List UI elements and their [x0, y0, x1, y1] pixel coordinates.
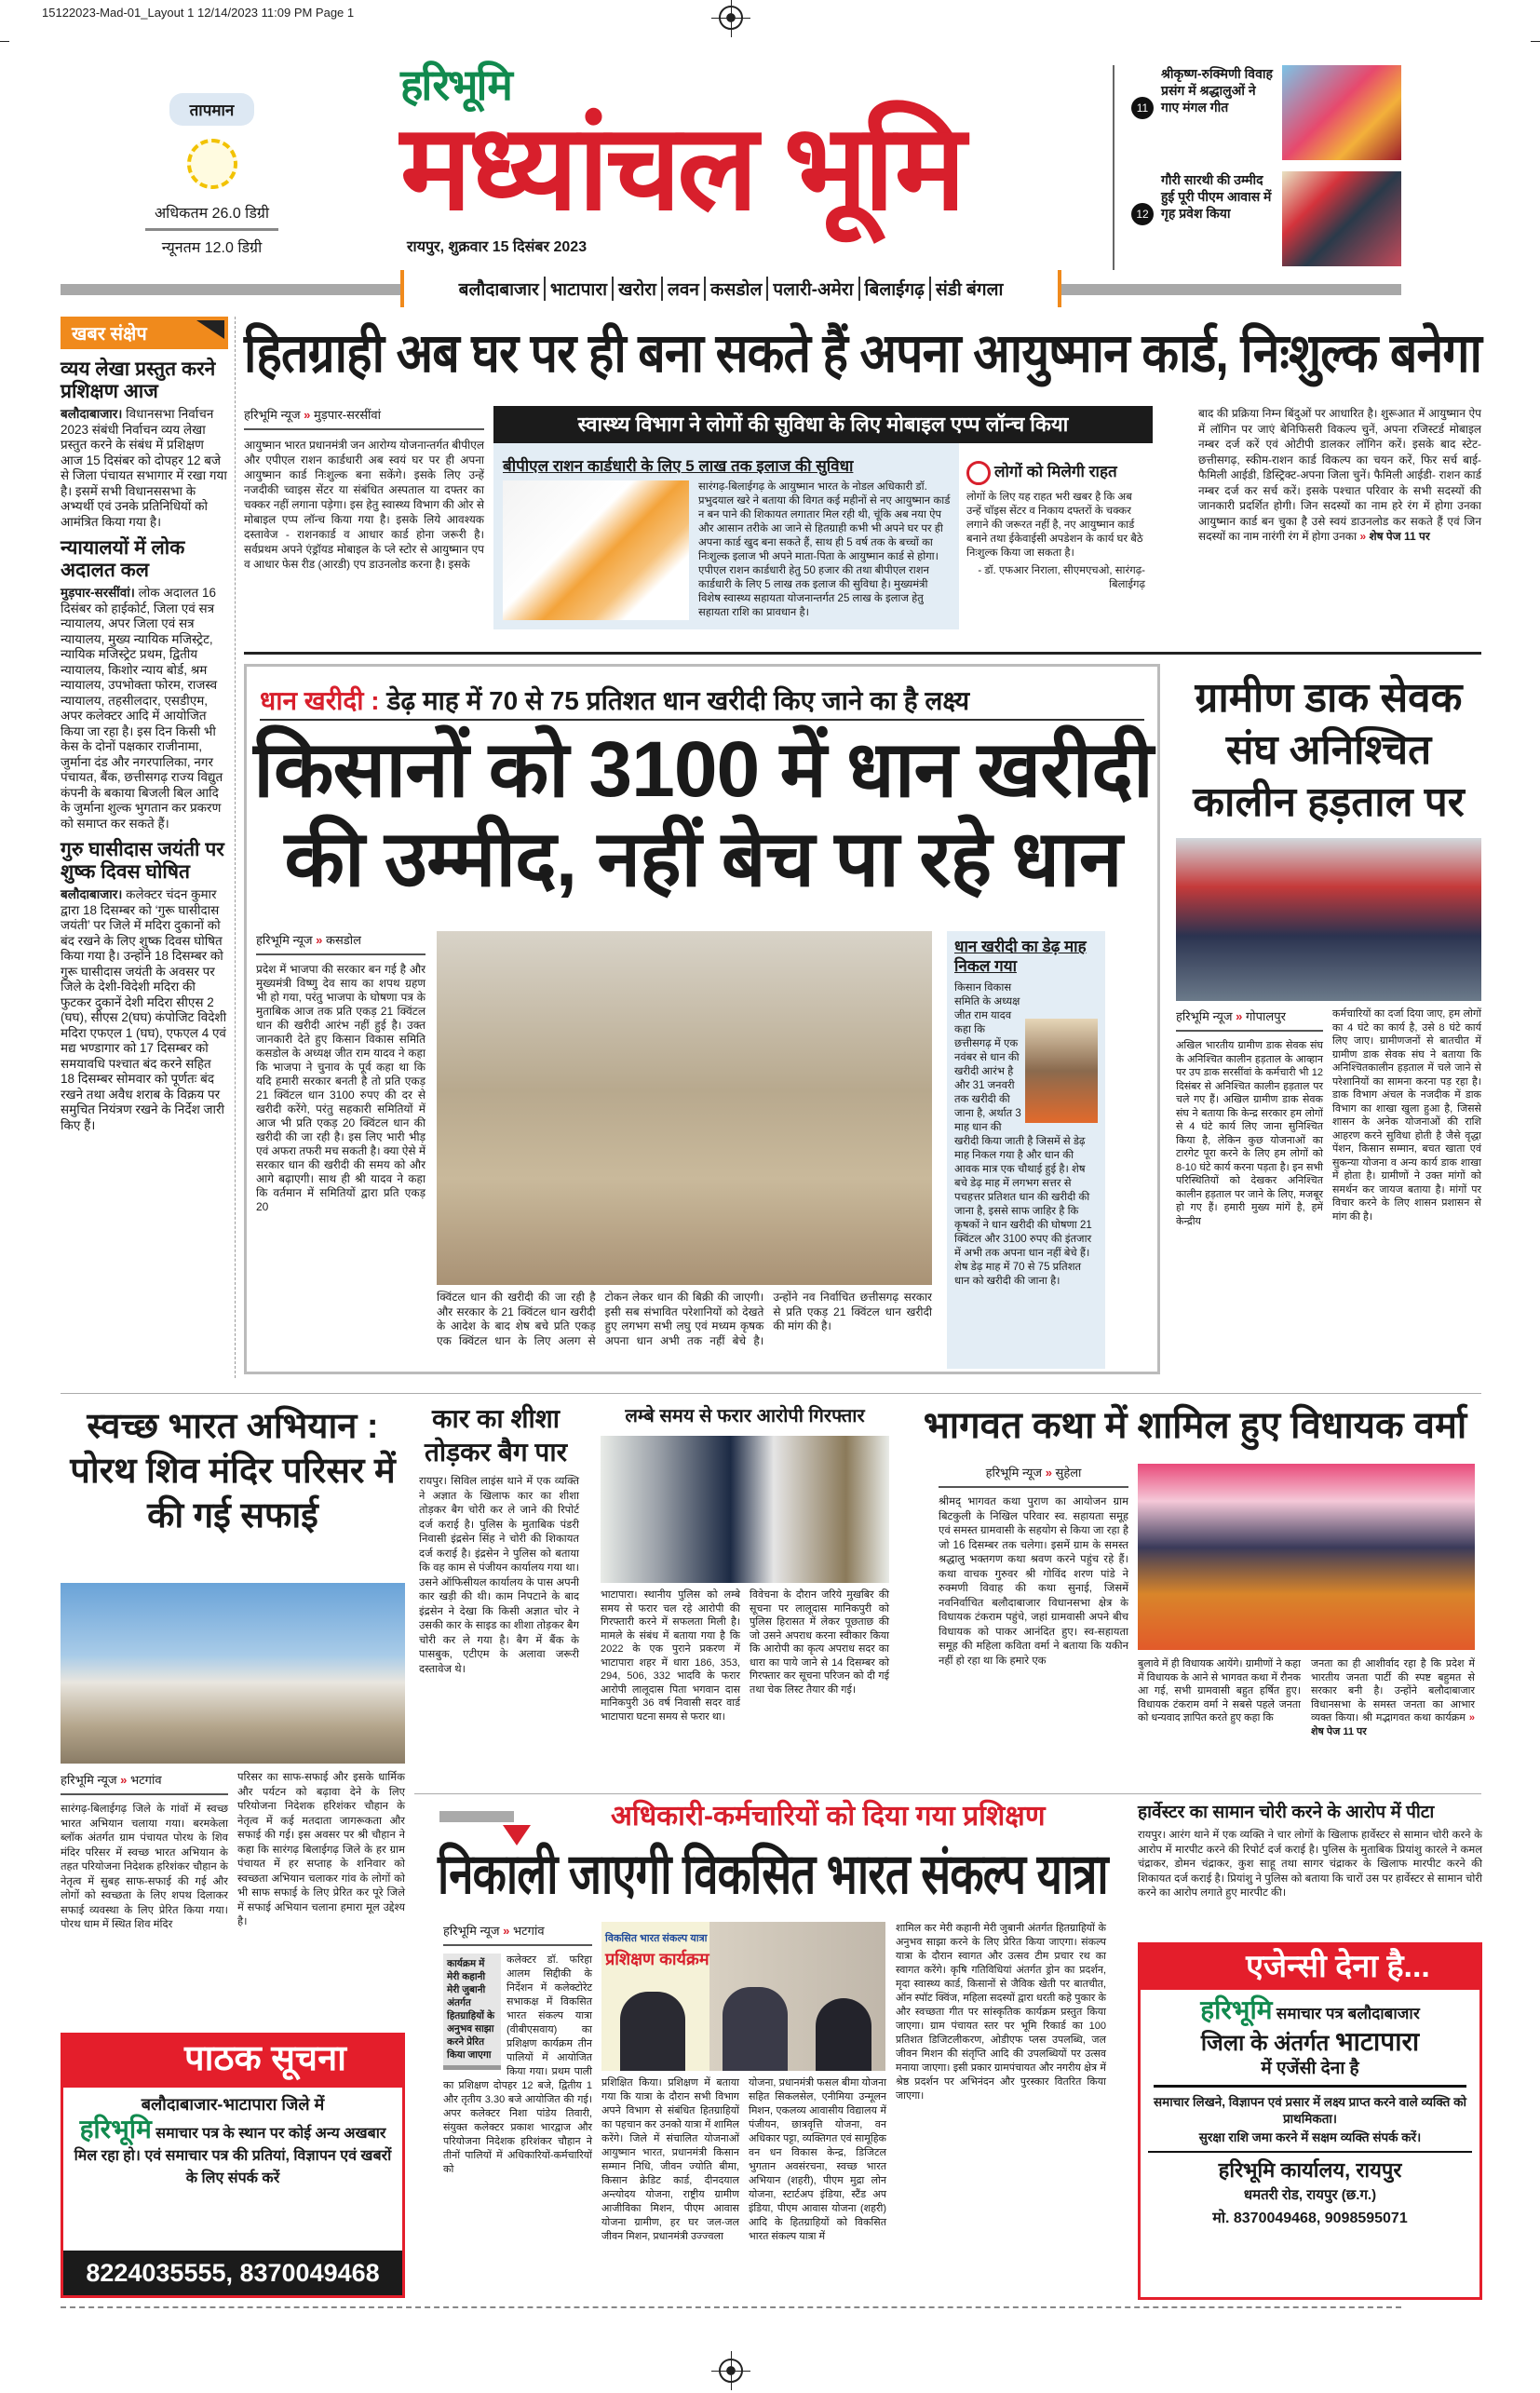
city: भाटापारा	[546, 277, 614, 301]
teaser-photo	[1282, 171, 1401, 266]
brief-headline: न्यायालयों में लोक अदालत कल	[61, 537, 185, 581]
quote-credit: - डॉ. एफआर निराला, सीएमएचओ, सारंगढ़-बिलाईगढ़	[978, 564, 1145, 590]
dateline-place: मुड़पार-सरसींवां।	[61, 586, 135, 600]
section-rule	[414, 1793, 1481, 1794]
ad-title: पाठक सूचना	[63, 2035, 402, 2088]
ad-title: एजेन्सी देना है...	[1141, 1945, 1479, 1990]
city: खरोरा	[614, 277, 663, 301]
temple-cleanup-photo	[61, 1583, 405, 1764]
article-text: बुलावे में ही विधायक आयेंगे। ग्रामीणों ने कहा में विधायक के आने से भागवत कथा में रौनक आ गई, सभी ग्रामवासी बहुत हर्षित हुए। विधायक टंकराम वर्मा ने सबसे पहले जनता को धन्यवाद ज्ञापित करते हुए कहा कि	[1138, 1658, 1301, 1724]
ad-text: में एजेंसी देना है	[1261, 2059, 1359, 2079]
weather-label: तापमान	[169, 93, 255, 126]
article-text: क्विंटल धान की खरीदी की जा रही है और सरकार के 21 क्विंटल धान खरीदी के आदेश के बाद शेष बचे प्रति एकड़ एक क्विंटल धान के लिए अलग से टोकन लेकर धान की बिक्री की जाएगी। इसी सब संभावित परेशानियों को देखते हुए लगभग सभी लघु एवं मध्यम कृषक अपना धान अभी तक नहीं बेचे है। उन्होंने नव निर्वाचित छत्तीसगढ़ सरकार से प्रति एकड़ 21 क्विंटल धान खरीदी की मांग की है।	[437, 1291, 932, 1347]
page-bottom-rule	[61, 2306, 1401, 2308]
article-text: प्रदेश में भाजपा की सरकार बन गई है और मुख्यमंत्री विष्णु देव साय का शपथ ग्रहण भी हो गया, परंतु भाजपा के घोषणा पत्र के मुताबिक आज तक प्रति एकड़ 21 क्विंटल धान की खरीदी आरंभ नहीं हुई है। उक्त जानकारी देते हुए किसान विकास समिति कसडोल के अध्यक्ष जीत राम यादव ने कहा कि भाजपा ने चुनाव के पूर्व कहा था कि यदि हमारी सरकार बनती है तो प्रति एकड़ 21 क्विंटल धान 3100 रुपए की दर से खरीदी करेंगे, परंतु सहकारी समितियों में आज भी प्रति एकड़ 20 क्विंटल धान की खरीदी की जा रही है। इस लिए भारी भीड़ एवं अफरा तफरी मच सकती है। क्या ऐसे में सरकार धान की खरीदी की समय को और आगे बढ़ाएगी। साथ ही श्री यादव ने कहा कि वर्तमान में समितियों द्वारा प्रति एकड़ 20	[256, 963, 426, 1213]
article-text: आयुष्मान भारत प्रधानमंत्री जन आरोग्य योजनान्तर्गत बीपीएल और एपीएल राशन कार्डधारी अब स्वयं घर पर ही अपना आयुष्मान कार्ड निःशुल्क बना सकेंगे। इसके लिए उन्हें नजदीकी च्वाइस सेंटर या संबंधित अस्पताल या दफ्तर का चक्कर नहीं लगाना पड़ेगा। इस हेतु स्वास्थ्य विभाग की ओर से मोबाइल एप्प लॉन्च किया गया है। इसके लिये आवश्यक दस्तावेज - राशनकार्ड व आधार कार्ड होना जरूरी है। सर्वप्रथम अपने एंड्रॉयड मोबाइल के प्ले स्टोर से आयुष्मान एप व आधार फेस रीड (आरडी) एप डाउनलोड करना है। इसके	[244, 439, 484, 571]
brief-headline: गुरु घासीदास जयंती पर शुष्क दिवस घोषित	[61, 839, 224, 883]
brief-headline: व्यय लेखा प्रस्तुत करने प्रशिक्षण आज	[61, 358, 216, 402]
police-arrest-photo	[601, 1436, 889, 1583]
city: लवन	[663, 277, 706, 301]
quote-icon	[966, 461, 991, 485]
lead-col-3	[1198, 406, 1481, 545]
divider	[145, 228, 278, 231]
article-text: प्रशिक्षित किया। प्रशिक्षण में बताया गया कि यात्रा के दौरान सभी विभाग अपने विभाग से संबंधित हितग्राहियों का पहचान कर उनको यात्रा में शामिल करेंगे। जिले में संचालित योजनाओं आयुष्मान भारत, प्रधानमंत्री किसान सम्मान निधि, जीवन ज्योति बीमा, किसान क्रेडिट कार्ड, दीनदयाल अन्त्योदय योजना, राष्ट्रीय ग्रामीण आजीविका मिशन, पीएम आवास योजना ग्रामीण, हर घर जल-जल जीवन मिशन, प्रधानमंत्री उज्ज्वला	[601, 2077, 739, 2242]
paddy-col-1: हरिभूमि न्यूज » कसडोल प्रदेश में भाजपा की सरकार बन गई है और मुख्यमंत्री विष्णु देव साय का शपथ ग्रहण भी हो गया, परंतु भाजपा के घोषणा पत्र के मुताबिक आज तक प्रति एकड़ 21 क्विंटल धान की खरीदी आरंभ नहीं हुई है। उक्त जानकारी देते हुए किसान विकास समिति कसडोल के अध्यक्ष जीत राम यादव ने कहा कि भाजपा ने चुनाव के पूर्व कहा था कि यदि हमारी सरकार बनती है तो प्रति एकड़ 21 क्विंटल धान 3100 रुपए की दर से खरीदी करेंगे, परंतु सहकारी समितियों में आज भी प्रति एकड़ 20 क्विंटल धान की खरीदी की जा रही है। इस लिए भारी भीड़ एवं अफरा तफरी मच सकती है। क्या ऐसे में सरकार धान की खरीदी की समय को और आगे बढ़ाएगी। साथ ही श्री यादव ने कहा कि वर्तमान में समितियों द्वारा प्रति एकड़ 20	[256, 933, 426, 1213]
article-text: रायपुर। आरंग थाने में एक व्यक्ति ने चार लोगों के खिलाफ हार्वेस्टर से सामान चोरी करने के आरोप में मारपीट करने की रिपोर्ट दर्ज कराई है। पुलिस के मुताबिक प्रियांशु कारले ने कमल चंद्राकर, डोमन चंद्राकर, कुश साहू तथा सागर चंद्राकर के खिलाफ मारपीट करने की शिकायत दर्ज कराई है। प्रियांशु ने पुलिस को बताया कि चारों उस पर हार्वेस्टर से सामान चोरी करने का आरोप लगाते हुए मारपीट की।	[1138, 1830, 1482, 1899]
box-subhead: बीपीएल राशन कार्डधारी के लिए 5 लाख तक इलाज की सुविधा	[503, 457, 854, 475]
agency-advertisement	[1138, 1942, 1482, 2300]
city-list	[400, 270, 1061, 307]
section-rule	[61, 1393, 1481, 1394]
harvester-headline: हार्वेस्टर का सामान चोरी करने के आरोप में पीटा	[1138, 1803, 1435, 1822]
reader-notice-advertisement	[61, 2033, 405, 2298]
training-program-photo	[601, 1922, 885, 2071]
brief-item	[61, 839, 228, 1133]
ad-text: समाचार पत्र बलौदाबाजार	[1276, 2005, 1420, 2022]
max-temp: अधिकतम 26.0 डिग्री	[154, 206, 270, 222]
column-divider	[235, 317, 236, 1378]
swachh-col-1: हरिभूमि न्यूज » भटगांव सारंगढ़-बिलाईगढ़ जिले के गांवों में स्वच्छ भारत अभियान चलाया गया। बरमकेला ब्लॉक अंतर्गत ग्राम पंचायत पोरथ के शिव मंदिर परिसर में स्वच्छ भारत अभियान के तहत परियोजना निदेशक हरिशंकर चौहान के नेतृत्व में सुबह साफ-सफाई की गई और लोगों को स्वच्छता के लिए शपथ दिलाकर सफाई व्यवस्था के लिए प्रेरित किया गया। पोरथ धाम में स्थित शिव मंदिर	[61, 1771, 228, 1933]
article-text: योजना, प्रधानमंत्री फसल बीमा योजना सहित सिकलसेल, एनीमिया उन्मूलन मिशन, एकलव्य आवासीय विद्यालय में पंजीयन, छात्रवृत्ति योजना, वन अधिकार पट्टा, व्यक्तिगत एवं सामूहिक वन धन विकास केन्द्र, डिजिटल भुगतान अवसंरचना, स्वच्छ भारत अभियान (शहरी), पीएम मुद्रा लोन योजना, स्टार्टअप इंडिया, स्टैंड अप इंडिया, पीएम आवास योजना (शहरी) आदि के हितग्राहियों को विकसित भारत संकल्प यात्रा में	[749, 2077, 886, 2242]
byline-place: मुड़पार-सरसींवां	[313, 408, 381, 422]
brief-item	[61, 537, 228, 831]
lead-headline: हितग्राही अब घर पर ही बना सकते हैं अपना आयुष्मान कार्ड, निःशुल्क बनेगा	[244, 323, 1481, 384]
phone-numbers: मो. 8370049468, 9098595071	[1212, 2210, 1408, 2226]
postal-staff-photo	[1176, 838, 1481, 1001]
dateline-place: बलौदाबाजार।	[61, 407, 123, 421]
byline-place: भटगांव	[129, 1773, 162, 1787]
masthead-title: मध्यांचल भूमि	[400, 101, 963, 235]
briefs-label: खबर संक्षेप	[61, 317, 228, 349]
byline-brand: हरिभूमि न्यूज	[244, 408, 301, 422]
ad-text: सुरक्षा राशि जमा करने में सक्षम व्यक्ति संपर्क करें।	[1148, 2127, 1472, 2153]
article-text: रायपुर। सिविल लाइंस थाने में एक व्यक्ति ने अज्ञात के खिलाफ कार का शीशा तोड़कर बैग चोरी कर ले जाने की रिपोर्ट दर्ज कराई है। पुलिस के मुताबिक पंडरी निवासी इंद्रसेन सिंह ने चोरी की शिकायत दर्ज कराई है। इंद्रसेन ने पुलिस को बताया कि वह काम से पंजीयन कार्यालय गया था। उसने ऑफिसीयल कार्यालय के पास अपनी कार खड़ी की थी। काम निपटाने के बाद इंद्रसेन ने देखा कि किसी अज्ञात चोर ने उसकी कार के साइड का शीशा तोड़कर बैग चोरी कर ले गया है। बैग में बैंक के पासबुक, एटीएम के अलावा जरूरी दस्तावेज थे।	[419, 1476, 579, 1675]
crop-mark	[1531, 41, 1540, 42]
box-title: स्वास्थ्य विभाग ने लोगों की सुविधा के लिए मोबाइल एप्प लॉन्च किया	[493, 406, 1153, 443]
pull-quote: कार्यक्रम में मेरी कहानी मेरी जुबानी अंतर्गत हितग्राहियों के अनुभव साझा करने प्रेरित किया जाएगा	[443, 1954, 501, 2070]
article-text: अखिल भारतीय ग्रामीण डाक सेवक संघ के अनिश्चित कालीन हड़ताल के आव्हान पर उप डाक सरसींवां के कर्मचारी भी 12 दिसंबर से अनिश्चित कालीन हड़ताल पर चले गए हैं। अखिल ग्रामीण डाक सेवक संघ ने बताया कि केन्द्र सरकार हम लोगों से 4 घंटे कार्य लिए जाना सुनिश्चित किया है, लेकिन कुछ योजनाओं का टारगेट पूरा करने के लिए हम लोगों को 8-10 घंटे कार्य करना पड़ता है। इन सभी परिस्थितियों को देखकर अनिश्चित कालीन हड़ताल पर जाने के लिए, मजबूर हो गए हैं। हमारी मुख्य मांगें है, हमें केन्द्रीय	[1176, 1040, 1323, 1227]
continued-link[interactable]: शेष पेज 11 पर	[1311, 1725, 1367, 1737]
teaser-photo	[1282, 65, 1401, 160]
teaser-text: श्रीकृष्ण-रुक्मिणी विवाह प्रसंग में श्रद्धालुओं ने गाए मंगल गीत	[1161, 66, 1273, 115]
sidebar-title: धान खरीदी का डेढ़ माह निकल गया	[954, 938, 1087, 975]
news-briefs	[61, 317, 228, 1133]
continued-link[interactable]: शेष पेज 11 पर	[1369, 530, 1430, 543]
training-col-1: हरिभूमि न्यूज » भटगांव कार्यक्रम में मेरी कहानी मेरी जुबानी अंतर्गत हितग्राहियों के अनुभव साझा करने प्रेरित किया जाएगा कलेक्टर डॉ. फरिहा आलम सिद्दीकी के निर्देशन में कलेक्टोरेट सभाकक्ष में विकसित भारत संकल्प यात्रा (वीबीएसवाय) का प्रशिक्षण कार्यक्रम तीन पालियों में आयोजित किया गया। प्रथम पाली का प्रशिक्षण दोपहर 12 बजे, द्वितीय 1 और तृतीय 3.30 बजे आयोजित की गई। अपर कलेक्टर निशा पांडेय तिवारी, संयुक्त कलेक्टर प्रकाश भारद्वाज और परियोजना निदेशक हरिशंकर चौहान ने तीनों पालियों में अधिकारियों-कर्मचारियों को	[443, 1924, 592, 2175]
paddy-sacks-photo	[437, 931, 932, 1285]
section-rule	[244, 652, 1481, 655]
article-text: कर्मचारियों का दर्जा दिया जाए, हम लोगों का 4 घंटे का कार्य है, उसे 8 घंटे कार्य लिए जाए। ग्रामीणजनों से बातचीत में ग्रामीण डाक सेवक संघ ने बताया कि अनिश्चितकालीन हड़ताल में चले जाने से परेशानियों का सामना करना पड़ रहा है। डाक विभाग अंचल के नजदीक में डाक विभाग का शाखा खुला हुआ है, जिससे शासन के अनेक योजनाओं की राशि आहरण करने सुविधा होती है जैसे वृद्धा पेंशन, किसान सम्मान, बचत खाता एवं सुकन्या योजना व अन्य कार्य डाक शाखा में होता है। ग्रामीणों ने उक्त मांगों को समर्थन कर जायज बताया है। मांगों पर विचार करने के लिए शासन प्रशासन से मांग की है।	[1332, 1008, 1481, 1223]
box-text: सारंगढ़-बिलाईगढ़ के आयुष्मान भारत के नोडल अधिकारी डॉ. प्रभुदयाल खरे ने बताया की विगत कई महीनों से नए आयुष्मान कार्ड न बन पाने की शिकायत लगातार मिल रही थी, चूंकि अब नया ऐप और आसान तरीके आ जाने से हितग्राही कभी भी अपने घर पर ही अपना कार्ड खुद बना सकते हैं, साथ ही 5 वर्ष तक के बच्चों का निःशुल्क इलाज भी अपने माता-पिता के आयुष्मान कार्ड से होगा। एपीएल राशन कार्डधारी हेतु 50 हजार की तथा बीपीएल राशन कार्डधारी के लिए 5 लाख तक इलाज की सुविधा है। मुख्यमंत्री विशेष स्वास्थ्य सहायता योजनान्तर्गत 25 लाख के इलाज हेतु सहायता राशि का प्रावधान है।	[698, 481, 951, 618]
official-figure	[723, 1987, 788, 2071]
dateline-place: बलौदाबाजार।	[61, 887, 123, 901]
sidebar-text: किसान विकास समिति के अध्यक्ष जीत राम यादव कहा कि छत्तीसगढ़ में एक नवंबर से धान की खरीदी आरंभ है और 31 जनवरी तक खरीदी की जाना है, अर्थात 3 माह धान की खरीदी किया जाती है जिसमें से डेढ़ माह निकल गया है और धान की आवक मात्र एक चौथाई हुई है। शेष बचे डेढ़ माह में लगभग सत्तर से पचहत्तर प्रतिशत धान की खरीदी की जाना है, इससे साफ जाहिर है कि कृषकों ने धान खरीदी की घोषणा 21 क्विंटल और 3100 रुपए की इंतजार में अभी तक अपना धान नहीं बेचे हैं। शेष डेढ़ माह में 70 से 75 प्रतिशत धान को खरीदी की जाना है।	[954, 982, 1092, 1287]
article-text: भाटापारा। स्थानीय पुलिस को लम्बे समय से फरार चल रहे आरोपी की गिरफ्तारी करने में सफलता मिली है। मामले के संबंध में बताया गया है कि 2022 के एक पुराने प्रकरण में भाटापारा शहर में धारा 186, 353, 294, 506, 332 भादवि के फरार आरोपी लालूदास पिता भगवान दास मानिकपुरी 36 वर्ष निवासी सदर वार्ड भाटापारा घटना समय से फरार था।	[601, 1589, 740, 1723]
article-text: कलेक्टर डॉ. फरिहा आलम सिद्दीकी के निर्देशन में कलेक्टोरेट सभाकक्ष में विकसित भारत संकल्प यात्रा (वीबीएसवाय) का प्रशिक्षण कार्यक्रम तीन पालियों में आयोजित किया गया। प्रथम पाली का प्रशिक्षण दोपहर 12 बजे, द्वितीय 1 और तृतीय 3.30 बजे आयोजित की गई। अपर कलेक्टर निशा पांडेय तिवारी, संयुक्त कलेक्टर प्रकाश भारद्वाज और परियोजना निदेशक हरिशंकर चौहान ने तीनों पालियों में अधिकारियों-कर्मचारियों को	[443, 1954, 592, 2175]
byline-place: भटगांव	[512, 1924, 545, 1938]
brand-logo: हरिभूमि	[1200, 1995, 1273, 2024]
postal-col-1: हरिभूमि न्यूज » गोपालपुर अखिल भारतीय ग्रामीण डाक सेवक संघ के अनिश्चित कालीन हड़ताल के आव्हान पर उप डाक सरसींवां के कर्मचारी भी 12 दिसंबर से अनिश्चित कालीन हड़ताल पर चले गए हैं। अखिल ग्रामीण डाक सेवक संघ ने बताया कि केन्द्र सरकार हम लोगों से 4 घंटे कार्य लिए जाना सुनिश्चित किया है, लेकिन कुछ योजनाओं का टारगेट पूरा करने के लिए हम लोगों को 8-10 घंटे कार्य करना पड़ता है। इन सभी परिस्थितियों को देखकर अनिश्चित कालीन हड़ताल पर जाने के लिए, मजबूर हो गए हैं। हमारी मुख्य मांगें है, हमें केन्द्रीय	[1176, 1009, 1323, 1227]
ad-text: समाचार पत्र के स्थान पर कोई अन्य अखबार मिल रहा हो। एवं समाचार पत्र की प्रतियां, विज्ञापन एवं खबरों के लिए संपर्क करें	[74, 2125, 392, 2186]
byline-brand: हरिभूमि न्यूज	[1176, 1009, 1233, 1023]
teasers	[1113, 65, 1401, 270]
dateline: रायपुर, शुक्रवार 15 दिसंबर 2023	[407, 239, 588, 255]
city: पलारी-अमेरा	[768, 277, 859, 301]
postal-headline: ग्रामीण डाक सेवक संघ अनिश्चित कालीन हड़ताल पर	[1193, 675, 1465, 825]
byline-brand: हरिभूमि न्यूज	[256, 933, 313, 947]
quote-text: लोगों के लिए यह राहत भरी खबर है कि अब उन्हें चॉइस सेंटर व निकाय दफ्तरों के चक्कर लगाने की जरूरत नहीं है, नए आयुष्मान कार्ड बनाने तथा ईकेवाईसी अपडेशन के कार्य घर बैठे निःशुल्क किया जा सकता है।	[966, 491, 1143, 559]
min-temp: न्यूनतम 12.0 डिग्री	[161, 240, 263, 256]
brand-logo: हरिभूमि	[79, 2114, 152, 2143]
city: कसडोल	[706, 277, 768, 301]
quote-title: लोगों को मिलेगी राहत	[994, 463, 1117, 480]
paddy-headline: किसानों को 3100 में धान खरीदी की उम्मीद, नहीं बेच पा रहे धान	[253, 725, 1153, 902]
registration-mark-icon	[719, 2359, 743, 2383]
article-text: परिसर का साफ-सफाई और इसके धार्मिक और पर्यटन को बढ़ावा देने के लिए परियोजना निदेशक हरिशंकर चौहान के नेतृत्व में कई मतदाता जागरूकता और सफाई की गई। इस अवसर पर श्री चौहान ने कहा कि सारंगढ़ बिलाईगढ़ जिले के हर ग्राम पंचायत में हर सप्ताह के शनिवार को स्वच्छता अभियान चलाकर गांव के लोगों को भी साफ सफाई के लिए प्रेरित कर पूरे जिले में सफाई अभियान चलाना हमारा मूल उद्देश्य है।	[237, 1772, 405, 1927]
brand-logo: हरिभूमि	[400, 61, 511, 109]
crop-mark	[0, 41, 9, 42]
lead-col-1	[244, 406, 484, 572]
paddy-sidebar	[947, 931, 1105, 1369]
city: संडी बंगला	[935, 280, 1004, 300]
byline-brand: हरिभूमि न्यूज	[985, 1466, 1043, 1480]
portrait-photo	[1025, 1019, 1098, 1123]
article-text: बाद की प्रक्रिया निम्न बिंदुओं पर आधारित है। शुरूआत में आयुष्मान ऐप में लॉगिन पर जाएं बेनिफिसरी विकल्प चुनें, अपना रजिस्टर्ड मोबाइल नम्बर दर्ज करें एवं ओटीपी डालकर लॉगिन करें। इसके बाद स्टेट-छत्तीसगढ़, स्कीम-राशन कार्ड विकल्प का चयन करें, फिर सर्च बाई-फैमिली आईडी, डिस्ट्रिक्ट-अपना जिला चुनें। फैमिली आईडी- राशन कार्ड नम्बर दर्ज कर सर्च करें। इसके पश्चात परिवार के सभी सदस्यों की जानकारी प्रदर्शित होगी। जिन सदस्यों का नाम हरे रंग में होगा उनका आयुष्मान कार्ड बन चुका है उसे स्वयं डाउनलोड कर सकते हैं एवं जिन सदस्यों का नाम नारंगी रंग में होगा उनका » शेष पेज 11 पर	[1198, 407, 1481, 543]
byline-place: गोपालपुर	[1245, 1009, 1286, 1023]
page-number-badge: 11	[1131, 97, 1154, 119]
weather-box	[140, 93, 284, 270]
arrest-headline: लम्बे समय से फरार आरोपी गिरफ्तार	[625, 1406, 865, 1426]
bhagwat-katha-photo	[1138, 1464, 1475, 1650]
phone-numbers: 8224035555, 8370049468	[63, 2251, 402, 2295]
ad-text: भाटापारा	[1335, 2027, 1420, 2057]
article-text: जनता का ही आशीर्वाद रहा है कि प्रदेश में भारतीय जनता पार्टी की स्पष्ट बहुमत से सरकार बनी है। उन्होंने बलौदाबाजार विधानसभा के समस्त जनता का आभार व्यक्त किया। श्री मद्भागवत कथा कार्यक्रम » शेष पेज 11 पर	[1311, 1658, 1475, 1737]
car-headline: कार का शीशा तोड़कर बैग पार	[424, 1404, 568, 1467]
teaser-text: गौरी सारथी की उम्मीद हुई पूरी पीएम आवास में गृह प्रवेश किया	[1161, 172, 1272, 221]
article-text: श्रीमद् भागवत कथा पुराण का आयोजन ग्राम बिटकुली के निखिल परिवार स्व. सहायता समूह एवं समस्त ग्रामवासी के सहयोग से किया जा रहा है जो 16 दिसम्बर तक चलेगा। इसमें ग्राम के समस्त श्रद्धालु भक्तगण कथा श्रवण करने पहुंच रहे हैं। कथा वाचक गुरुवर श्री गोविंद शरण पांडे ने रुक्मणी विवाह की कथा सुनाई, जिसमें नवनिर्वाचित बलौदाबाजार विधानसभा क्षेत्र के विधायक टंकराम पहुंचे, जहां ग्रामवासी अपने बीच विधायक को पाकर आनंदित हुए। स्व-सहायता समूह की महिला कविता वर्मा ने बताया कि यकीन नहीं हो रहा था कि हमारे एक	[939, 1496, 1128, 1667]
training-kicker: अधिकारी-कर्मचारियों को दिया गया प्रशिक्षण	[611, 1801, 1046, 1832]
article-text: सारंगढ़-बिलाईगढ़ जिले के गांवों में स्वच्छ भारत अभियान चलाया गया। बरमकेला ब्लॉक अंतर्गत ग्राम पंचायत पोरथ के शिव मंदिर परिसर में स्वच्छ भारत अभियान के तहत परियोजना निदेशक हरिशंकर चौहान के नेतृत्व में सुबह साफ-सफाई की गई और लोगों को स्वच्छता के लिए शपथ दिलाकर सफाई व्यवस्था के लिए प्रेरित किया गया। पोरथ धाम में स्थित शिव मंदिर	[61, 1804, 228, 1930]
banner-small-text: विकसित भारत संकल्प यात्रा	[605, 1933, 708, 1944]
teaser-item[interactable]	[1131, 65, 1401, 160]
brief-text: विधानसभा निर्वाचन 2023 संबंधी निर्वाचन व्यय लेखा प्रस्तुत करने के संबंध में प्रशिक्षण आज 15 दिसंबर को दोपहर 12 बजे से जिला पंचायत सभागार में रखा गया है। इसमें सभी विधानससभा के अभ्यर्थी एवं उनके प्रतिनिधियों को आमंत्रित किया गया है।	[61, 407, 227, 529]
supra-headline: डेढ़ माह में 70 से 75 प्रतिशत धान खरीदी किए जाने का है लक्ष्य	[386, 686, 970, 715]
byline-brand: हरिभूमि न्यूज	[443, 1924, 500, 1938]
office-address: धमतरी रोड, रायपुर (छ.ग.)	[1243, 2186, 1377, 2203]
city: बलौदाबाजार	[454, 277, 546, 301]
kicker: धान खरीदी :	[260, 686, 380, 715]
brief-text: कलेक्टर चंदन कुमार द्वारा 18 दिसम्बर को ‘गुरू घासीदास जयंती’ पर जिले में मदिरा दुकानों को बंद रखने के लिए शुष्क दिवस घोषित किया गया है। उन्होंने 18 दिसम्बर को गुरू घासीदास जयंती के अवसर पर जिले के देशी-विदेशी मदिरा की फुटकर दुकानें देशी मदिरा सीएस 2 (घघ), सीएस 2(घघ) कंपोजिट विदेशी मदिरा एफएल 1 (घघ), एफएल 4 एवं मद्य भण्डागार को 17 दिसम्बर को समयावधि पश्चात बंद करने सहित 18 दिसम्बर सोमवार को पूर्णतः बंद रखने तथा अवैध शराब के विक्रय पर समुचित नियंत्रण रखने के निर्देश जारी किए हैं।	[61, 887, 227, 1132]
print-slug: 15122023-Mad-01_Layout 1 12/14/2023 11:09 PM Page 1	[42, 6, 355, 20]
brief-item	[61, 358, 228, 530]
sun-icon	[187, 139, 237, 189]
banner-big-text: प्रशिक्षण कार्यक्रम	[605, 1950, 709, 1968]
paddy-story-box	[244, 664, 1160, 1374]
bhagwat-col-1: हरिभूमि न्यूज » सुहेला श्रीमद् भागवत कथा पुराण का आयोजन ग्राम बिटकुली के निखिल परिवार स्व. सहायता समूह एवं समस्त ग्रामवासी के सहयोग से किया जा रहा है जो 16 दिसम्बर तक चलेगा। इसमें ग्राम के समस्त श्रद्धालु भक्तगण कथा श्रवण करने पहुंच रहे हैं। कथा वाचक गुरुवर श्री गोविंद शरण पांडे ने रुक्मणी विवाह की कथा सुनाई, जिसमें नवनिर्वाचित बलौदाबाजार विधानसभा क्षेत्र के विधायक टंकराम पहुंचे, जहां ग्रामवासी अपने बीच विधायक को पाकर आनंदित हुए। स्व-सहायता समूह की महिला कविता वर्मा ने बताया कि यकीन नहीं हो रहा था कि हमारे एक	[939, 1464, 1128, 1669]
city: बिलाईगढ़	[860, 277, 931, 301]
quote-box	[959, 443, 1153, 629]
brief-text: लोक अदालत 16 दिसंबर को हाईकोर्ट, जिला एवं सत्र न्यायालय, अपर जिला एवं सत्र न्यायालय, मुख्य न्यायिक मजिस्ट्रेट, न्यायिक मजिस्ट्रेट प्रथम, द्वितीय न्यायालय, किशोर न्याय बोर्ड, श्रम न्यायालय, उपभोक्ता फोरम, राजस्व न्यायालय, तहसीलदार, एसडीएम, अपर कलेक्टर आदि में आयोजित किया जा रहा है। इस दिन किसी भी केस के दोनों पक्षकार राजीनामा, जुर्माना दंड और नगरपालिका, नगर पंचायत, बैंक, छत्तीसगढ़ राज्य विद्युत कंपनी के बकाया बिजली बिल आदि के जुर्माना शुल्क भुगतान कर प्रकरण को समाप्त कर सकते हैं।	[61, 586, 223, 831]
article-text: विवेचना के दौरान जरिये मुखबिर की सूचना पर लालूदास मानिकपुरी को पुलिस हिरासत में लेकर पूछताछ की जो उसने अपराध करना स्वीकार किया कि आरोपी का कृत्य अपराध सदर का धारा का पाये जाने से 14 दिसम्बर को गिरफ्तार कर सूचना परिजन को दी गई तथा चेक लिस्ट तैयार की गई।	[750, 1589, 889, 1696]
teaser-item[interactable]	[1131, 171, 1401, 266]
byline-place: कसडोल	[325, 933, 361, 947]
article-text: शामिल कर मेरी कहानी मेरी जुबानी अंतर्गत हितग्राहियों के अनुभव साझा करने के लिए प्रेरित किया जाएगा। संकल्प यात्रा के दौरान स्वागत और उत्सव टीम प्रचार रथ का स्वागत करेंगे। कृषि गतिविधियां अंतर्गत ड्रोन का प्रदर्शन, मृदा स्वास्थ्य कार्ड, किसानों से जैविक खेती पर बातचीत, ऑन स्पॉट क्विंज, महिला सदस्यों द्वारा धरती कहे पुकार के और स्वच्छता गीत पर सांस्कृतिक कार्यक्रम प्रस्तुत किया जाएगा। ग्राम पंचायत स्तर पर भूमि रिकार्ड का 100 प्रतिशत डिजिटलीकरण, ओडीएफ प्लस उपलब्धि, जल जीवन मिशन की संतृप्ति आदि की उपलब्धियों पर उत्सव मनाया जाएगा। इसी प्रकार ग्रामपंचायत और नगरीय क्षेत्र में श्रेष्ठ प्रदर्शन पर अभिनंदन और पुरस्कार वितरित किया जाएगा।	[896, 1923, 1106, 2102]
ad-text: बलौदाबाजार-भाटापारा जिले में	[141, 2095, 325, 2114]
byline: हरिभूमि न्यूज » मुड़पार-सरसींवां	[244, 406, 484, 430]
bhagwat-headline: भागवत कथा में शामिल हुए विधायक वर्मा	[923, 1405, 1467, 1446]
byline-place: सुहेला	[1055, 1466, 1082, 1480]
swachh-headline: स्वच्छ भारत अभियान : पोरथ शिव मंदिर परिसर में की गई सफाई	[70, 1407, 396, 1535]
training-headline: निकाली जाएगी विकसित भारत संकल्प यात्रा	[438, 1843, 1108, 1905]
info-box	[493, 443, 1153, 629]
registration-mark-icon	[719, 6, 743, 30]
decor-bar	[439, 1811, 514, 1822]
official-figure	[816, 1998, 871, 2071]
page-number-badge: 12	[1131, 203, 1154, 225]
kicker-line	[260, 685, 1144, 721]
ayushman-card-photo	[503, 480, 689, 620]
ad-text: जिला के अंतर्गत	[1200, 2031, 1330, 2057]
ad-text: समाचार लिखने, विज्ञापन एवं प्रसार में लक्ष्य प्राप्त करने वाले व्यक्ति को प्राथमिकता।	[1154, 2095, 1466, 2127]
office-name: हरिभूमि कार्यालय, रायपुर	[1218, 2158, 1402, 2183]
byline-brand: हरिभूमि न्यूज	[61, 1773, 117, 1787]
official-figure	[620, 1992, 685, 2071]
